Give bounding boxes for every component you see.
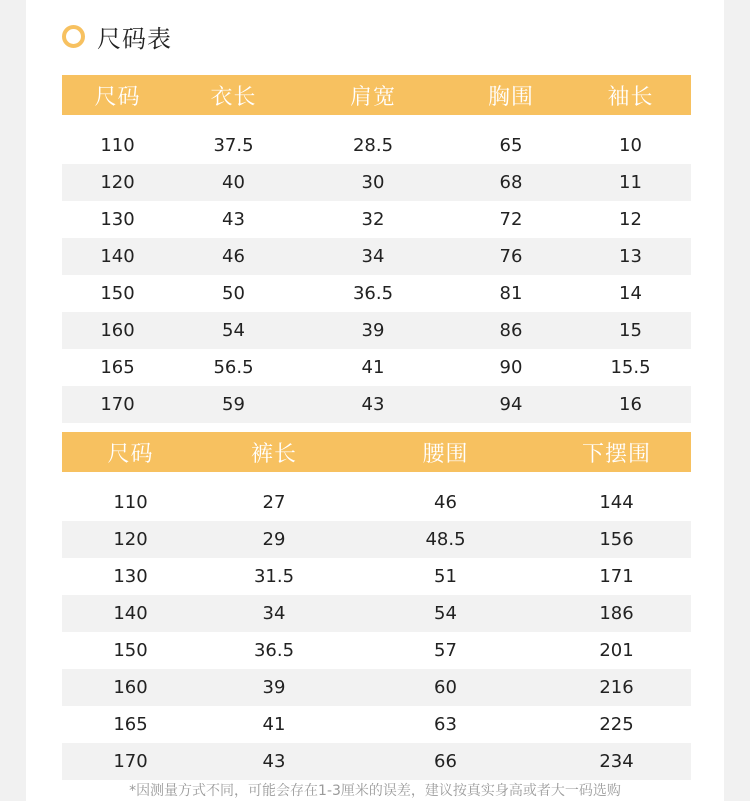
cell-length: 56.5: [213, 357, 254, 378]
cell-chest: 76: [499, 246, 523, 267]
cell-size: 110: [100, 135, 135, 156]
header-sleeve: 袖长: [607, 84, 654, 110]
cell-shoulder: 41: [361, 357, 385, 378]
header-waist: 腰围: [422, 441, 469, 467]
cell-shoulder: 39: [361, 320, 385, 341]
table-row: [62, 669, 691, 706]
top-size-table: [62, 75, 691, 423]
cell-waist: 46: [434, 492, 457, 513]
cell-size: 150: [113, 640, 148, 661]
table-header-row: [62, 432, 691, 472]
header-shoulder: 肩宽: [349, 84, 396, 110]
cell-length: 50: [222, 283, 245, 304]
cell-chest: 90: [499, 357, 523, 378]
cell-pants-length: 27: [262, 492, 286, 513]
cell-pants-length: 39: [262, 677, 286, 698]
cell-length: 37.5: [213, 135, 254, 156]
cell-waist: 60: [434, 677, 457, 698]
cell-size: 165: [100, 357, 135, 378]
cell-waist: 54: [434, 603, 457, 624]
header-size: 尺码: [94, 84, 141, 110]
cell-waist: 51: [434, 566, 457, 587]
cell-sleeve: 15.5: [610, 357, 651, 378]
cell-pants-length: 41: [262, 714, 286, 735]
cell-size: 160: [100, 320, 135, 341]
header-hem: 下摆围: [581, 441, 651, 467]
cell-size: 120: [113, 529, 148, 550]
table-row: [62, 275, 691, 312]
header-pants-length: 裤长: [250, 441, 297, 467]
cell-length: 54: [222, 320, 245, 341]
cell-sleeve: 14: [619, 283, 642, 304]
cell-shoulder: 32: [361, 209, 385, 230]
table-header-row: [62, 75, 691, 115]
header-chest: 胸围: [487, 84, 534, 110]
table-row: [62, 201, 691, 238]
cell-sleeve: 16: [619, 394, 642, 415]
cell-shoulder: 43: [361, 394, 385, 415]
circle-bullet-icon: [62, 25, 85, 48]
cell-chest: 65: [499, 135, 523, 156]
cell-waist: 66: [434, 751, 457, 772]
cell-waist: 48.5: [425, 529, 466, 550]
cell-sleeve: 11: [619, 172, 642, 193]
cell-size: 130: [100, 209, 135, 230]
header-size: 尺码: [107, 441, 154, 467]
cell-sleeve: 13: [619, 246, 642, 267]
cell-chest: 86: [499, 320, 523, 341]
cell-chest: 72: [499, 209, 523, 230]
table-row: [62, 521, 691, 558]
table-row: [62, 472, 691, 521]
cell-size: 170: [100, 394, 135, 415]
cell-size: 140: [113, 603, 148, 624]
table-row: [62, 743, 691, 780]
table-row: [62, 115, 691, 164]
cell-sleeve: 12: [619, 209, 642, 230]
cell-size: 150: [100, 283, 135, 304]
cell-shoulder: 36.5: [352, 283, 394, 304]
cell-length: 40: [222, 172, 245, 193]
cell-sleeve: 10: [619, 135, 642, 156]
cell-size: 165: [113, 714, 148, 735]
cell-pants-length: 29: [262, 529, 286, 550]
table-row: [62, 164, 691, 201]
cell-hem: 201: [599, 640, 634, 661]
cell-hem: 216: [599, 677, 634, 698]
cell-hem: 234: [599, 751, 634, 772]
cell-shoulder: 30: [361, 172, 385, 193]
cell-length: 46: [222, 246, 245, 267]
cell-length: 59: [222, 394, 245, 415]
cell-sleeve: 15: [619, 320, 642, 341]
cell-size: 170: [113, 751, 148, 772]
table-row: [62, 349, 691, 386]
cell-chest: 94: [499, 394, 523, 415]
table-row: [62, 595, 691, 632]
page-title: 尺码表: [97, 24, 172, 53]
cell-chest: 68: [499, 172, 523, 193]
cell-size: 160: [113, 677, 148, 698]
cell-size: 110: [113, 492, 148, 513]
measurement-note: *因测量方式不同，可能会存在1-3厘米的误差，建议按真实身高或者大一码选购: [129, 783, 621, 799]
cell-hem: 156: [599, 529, 634, 550]
cell-pants-length: 31.5: [253, 566, 295, 587]
cell-hem: 171: [599, 566, 634, 587]
cell-pants-length: 34: [262, 603, 286, 624]
table-row: [62, 238, 691, 275]
header-length: 衣长: [210, 84, 257, 110]
table-row: [62, 312, 691, 349]
cell-shoulder: 34: [361, 246, 385, 267]
cell-shoulder: 28.5: [352, 135, 394, 156]
cell-size: 140: [100, 246, 135, 267]
table-row: [62, 706, 691, 743]
cell-waist: 63: [434, 714, 457, 735]
table-row: [62, 558, 691, 595]
section-header: [62, 18, 172, 54]
table-row: [62, 386, 691, 423]
cell-size: 130: [113, 566, 148, 587]
cell-pants-length: 36.5: [253, 640, 295, 661]
table-row: [62, 632, 691, 669]
cell-hem: 186: [599, 603, 634, 624]
pants-size-table: [62, 432, 691, 780]
cell-hem: 144: [599, 492, 634, 513]
cell-size: 120: [100, 172, 135, 193]
cell-waist: 57: [434, 640, 457, 661]
cell-chest: 81: [499, 283, 523, 304]
cell-pants-length: 43: [262, 751, 286, 772]
cell-hem: 225: [599, 714, 634, 735]
cell-length: 43: [222, 209, 245, 230]
